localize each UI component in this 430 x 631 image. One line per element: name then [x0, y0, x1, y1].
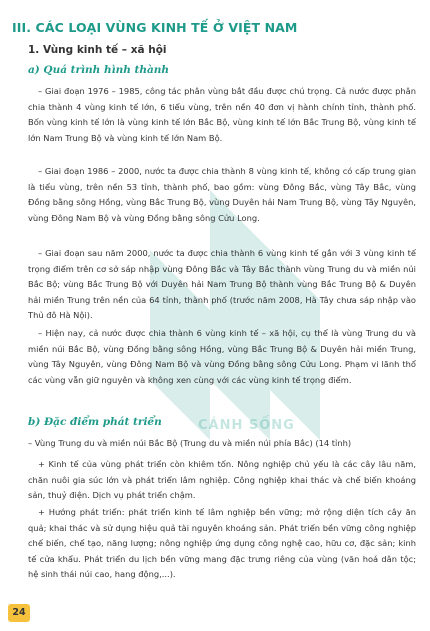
section-title: III. CÁC LOẠI VÙNG KINH TẾ Ở VIỆT NAM: [12, 20, 298, 35]
watermark-text: CÁNH SỐNG: [198, 418, 295, 433]
paragraph-economy-status: + Kinh tế của vùng phát triển còn khiêm tốn. Nông nghiệp chủ yếu là các cây lâu năm, chăn nuôi gia súc lớn và phát triển lâm nghiệp. Công nghiệp khai thác và chế biến khoáng sản, thuỷ điện. Dịch vụ phát triển chậm.: [28, 459, 416, 501]
paragraph-period-1986-2000: – Giai đoạn 1986 – 2000, nước ta được chia thành 8 vùng kinh tế, không có cấp trung gian là tiểu vùng, trên nền 53 tỉnh, thành phố, bao gồm: vùng Đông Bắc, vùng Tây Bắc, vùng Đồng bằng sông Hồng, vùng Bắc Trung Bộ, vùng Duyên hải Nam Trung Bộ, vùng Tây Nguyên, vùng Đông Nam Bộ và vùng Đồng bằng sông Cửu Long.: [28, 166, 416, 223]
paragraph-current-regions: – Hiện nay, cả nước được chia thành 6 vùng kinh tế – xã hội, cụ thể là vùng Trung du và miền núi Bắc Bộ, vùng Đồng bằng sông Hồng, vùng Bắc Trung Bộ & Duyên hải miền Trung, vùng Tây Nguyên, vùng Đông Nam Bộ và vùng Đồng bằng sông Cửu Long. Phạm vi lãnh thổ các vùng vẫn giữ nguyên và không xen cùng với các vùng kinh tế trọng điểm.: [28, 328, 416, 385]
paragraph-development-direction: + Hướng phát triển: phát triển kinh tế lâm nghiệp bền vững; mở rộng diện tích cây ăn quả; khai thác và sử dụng hiệu quả tài nguyên khoáng sản. Phát triển bền vững công nghiệp chế biến, chế tạo, năng lượng; nông nghiệp ứng dụng công nghệ cao, hữu cơ, đặc sản; kinh tế cửa khẩu. Phát triển du lịch bền vững mang đặc trưng riêng của vùng (văn hoá dân tộc; hệ sinh thái núi cao, hang động,...).: [28, 507, 416, 580]
subsection-title: 1. Vùng kinh tế – xã hội: [28, 44, 167, 56]
paragraph-period-1976-1985: – Giai đoạn 1976 – 1985, công tác phân vùng bắt đầu được chú trọng. Cả nước được phân chia thành 4 vùng kinh tế lớn, 6 tiểu vùng, trên nền 40 đơn vị hành chính tỉnh, thành phố. Bốn vùng kinh tế lớn là vùng kinh tế lớn Bắc Bộ, vùng kinh tế lớn Bắc Trung Bộ, vùng kinh tế lớn Nam Trung Bộ và vùng kinh tế lớn Nam Bộ.: [28, 86, 416, 143]
page-number-badge: 24: [8, 604, 30, 622]
part-a-title: a) Quá trình hình thành: [28, 64, 170, 76]
paragraph-period-after-2000: – Giai đoạn sau năm 2000, nước ta được chia thành 6 vùng kinh tế gắn với 3 vùng kinh tế trọng điểm trên cơ sở sáp nhập vùng Đông Bắc và Tây Bắc thành vùng Trung du và miền núi Bắc Bộ; vùng Bắc Trung Bộ với Duyên hải Nam Trung Bộ thành vùng Bắc Trung Bộ & Duyên hải miền Trung trên nền của 64 tỉnh, thành phố (trước năm 2008, Hà Tây chưa sáp nhập vào Thủ đô Hà Nội).: [28, 248, 416, 321]
part-b-title: b) Đặc điểm phát triển: [28, 416, 162, 428]
paragraph-northern-midlands: – Vùng Trung du và miền núi Bắc Bộ (Trung du và miền núi phía Bắc) (14 tỉnh): [28, 438, 352, 448]
